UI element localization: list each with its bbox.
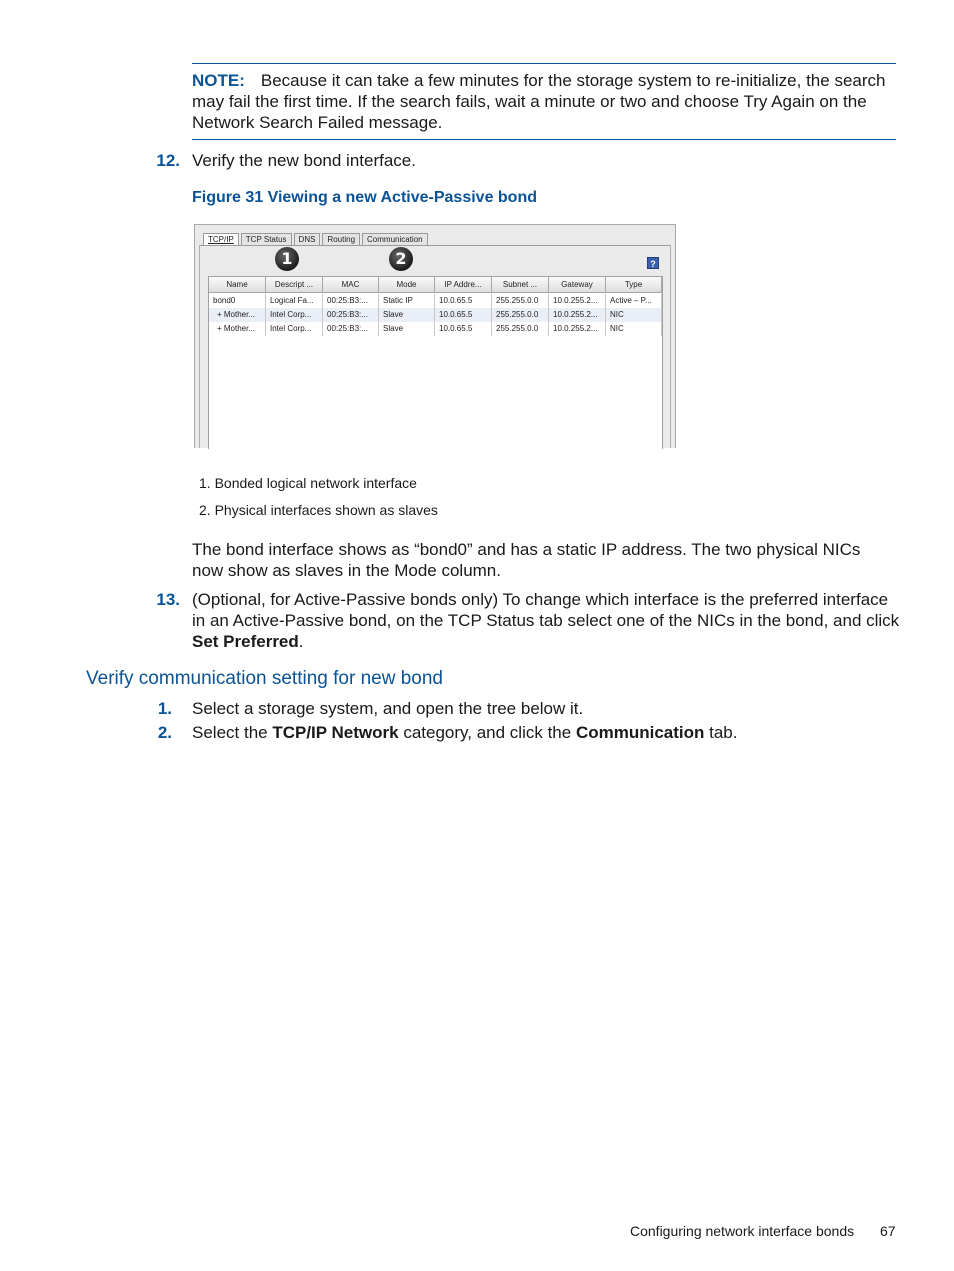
cell-gateway: 10.0.255.2... xyxy=(549,308,606,322)
section-step-2-mid: category, and click the xyxy=(398,723,576,742)
tab-routing[interactable]: Routing xyxy=(322,233,360,245)
cell-subnet: 255.255.0.0 xyxy=(492,322,549,336)
set-preferred-label: Set Preferred xyxy=(192,632,299,651)
column-header-ip-address[interactable]: IP Addre... xyxy=(435,277,492,292)
cell-mac: 00:25:B3:... xyxy=(323,294,379,308)
column-header-gateway[interactable]: Gateway xyxy=(549,277,606,292)
tcpip-network-label: TCP/IP Network xyxy=(272,723,399,742)
cell-mode: Static IP xyxy=(379,294,435,308)
section-step-1-text: Select a storage system, and open the tree below it. xyxy=(192,699,584,718)
panel-left-edge xyxy=(199,245,200,448)
cell-type: Active – P... xyxy=(606,294,662,308)
cell-mode: Slave xyxy=(379,322,435,336)
section-step-1-number: 1. xyxy=(157,699,172,718)
cell-gateway: 10.0.255.2... xyxy=(549,322,606,336)
table-row[interactable] xyxy=(209,294,662,308)
cell-description: Intel Corp... xyxy=(266,308,323,322)
note-top-rule xyxy=(192,63,896,64)
step-13-number: 13. xyxy=(156,590,180,609)
legend-item-2: 2. Physical interfaces shown as slaves xyxy=(199,502,438,518)
column-header-description[interactable]: Descript ... xyxy=(266,277,323,292)
section-step-2-number: 2. xyxy=(157,723,172,742)
note-text-line3: Network Search Failed message. xyxy=(192,113,443,132)
legend-item-1: 1. Bonded logical network interface xyxy=(199,475,417,491)
interfaces-table xyxy=(208,276,663,449)
column-header-type[interactable]: Type xyxy=(606,277,662,292)
cell-mac: 00:25:B3:... xyxy=(323,322,379,336)
section-step-2-post: tab. xyxy=(704,723,738,742)
cell-ip-address: 10.0.65.5 xyxy=(435,322,492,336)
section-step-2-pre: Select the xyxy=(192,723,273,742)
cell-description: Logical Fa... xyxy=(266,294,323,308)
cell-name: + Mother... xyxy=(209,322,266,336)
cell-description: Intel Corp... xyxy=(266,322,323,336)
section-step-2-text xyxy=(192,722,738,743)
column-header-mode[interactable]: Mode xyxy=(379,277,435,292)
cell-mode: Slave xyxy=(379,308,435,322)
column-header-name[interactable]: Name xyxy=(209,277,266,292)
note-text-line2: may fail the first time. If the search fails, wait a minute or two and choose Try Again on the xyxy=(192,92,867,111)
callout-1: 1 xyxy=(275,247,299,271)
step-13-line2: in an Active-Passive bond, on the TCP Status tab select one of the NICs in the bond, and click xyxy=(192,611,900,630)
tab-tcp-status[interactable]: TCP Status xyxy=(241,233,292,245)
bond-paragraph xyxy=(192,539,896,581)
cell-type: NIC xyxy=(606,322,662,336)
note-label: NOTE: xyxy=(192,71,245,90)
tab-tcpip[interactable]: TCP/IP xyxy=(203,233,239,246)
cell-name: + Mother... xyxy=(209,308,266,322)
column-header-mac[interactable]: MAC xyxy=(323,277,379,292)
communication-label: Communication xyxy=(575,723,705,742)
section-heading: Verify communication setting for new bond xyxy=(86,668,443,689)
step-13-line3-end: . xyxy=(298,632,304,651)
cell-ip-address: 10.0.65.5 xyxy=(435,308,492,322)
cell-name: bond0 xyxy=(209,294,266,308)
table-row[interactable] xyxy=(209,308,662,322)
page-number: 67 xyxy=(880,1223,896,1239)
table-row[interactable] xyxy=(209,322,662,336)
figure-caption: Figure 31 Viewing a new Active-Passive bond xyxy=(192,189,537,206)
cell-subnet: 255.255.0.0 xyxy=(492,294,549,308)
bond-paragraph-line1: The bond interface shows as “bond0” and has a static IP address. The two physical NICs xyxy=(192,540,861,559)
step-12-text: Verify the new bond interface. xyxy=(192,151,416,170)
note-bottom-rule xyxy=(192,139,896,140)
figure-screenshot xyxy=(194,224,676,448)
cell-type: NIC xyxy=(606,308,662,322)
note-block xyxy=(192,70,896,133)
column-header-subnet[interactable]: Subnet ... xyxy=(492,277,549,292)
step-12-number: 12. xyxy=(156,151,180,170)
tab-communication[interactable]: Communication xyxy=(362,233,428,245)
tab-underline xyxy=(199,245,671,246)
panel-right-edge xyxy=(670,245,671,448)
table-header xyxy=(209,277,662,293)
cell-subnet: 255.255.0.0 xyxy=(492,308,549,322)
callout-2: 2 xyxy=(389,247,413,271)
step-13-line1: (Optional, for Active-Passive bonds only) To change which interface is the preferred interface xyxy=(192,590,889,609)
help-icon[interactable]: ? xyxy=(647,257,659,269)
cell-mac: 00:25:B3:... xyxy=(323,308,379,322)
cell-gateway: 10.0.255.2... xyxy=(549,294,606,308)
cell-ip-address: 10.0.65.5 xyxy=(435,294,492,308)
tab-dns[interactable]: DNS xyxy=(294,233,321,245)
note-text-line1: Because it can take a few minutes for the storage system to re-initialize, the search xyxy=(260,71,886,90)
step-13-text xyxy=(192,589,902,652)
footer-title: Configuring network interface bonds xyxy=(630,1223,855,1239)
bond-paragraph-line2: now show as slaves in the Mode column. xyxy=(192,561,501,580)
